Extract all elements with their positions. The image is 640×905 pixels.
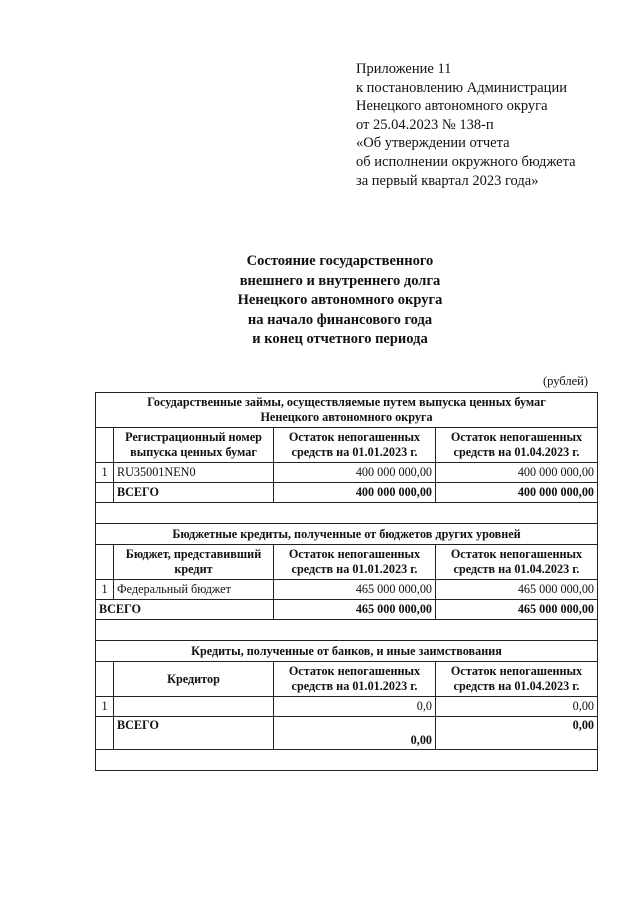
budget-credits-title: Бюджетные кредиты, полученные от бюджетов других уровней: [96, 524, 598, 545]
budget-credits-total-end: 465 000 000,00: [436, 600, 598, 620]
index-header: [96, 428, 114, 463]
securities-section-header: [96, 393, 598, 428]
title-line: Ненецкого автономного округа: [237, 292, 443, 308]
securities-total-label: ВСЕГО: [114, 483, 274, 503]
bank-credits-total-label: ВСЕГО: [114, 717, 274, 750]
spacer-row: [96, 503, 598, 524]
budget-credits-start-value: 465 000 000,00: [274, 580, 436, 600]
table-row: [96, 697, 598, 717]
bank-credits-col-name: Кредитор: [114, 662, 274, 697]
title-line: и конец отчетного периода: [252, 331, 428, 347]
index-header: [96, 545, 114, 580]
empty-cell: [96, 483, 114, 503]
table-row: [96, 580, 598, 600]
table-row: [96, 463, 598, 483]
debt-table: [95, 392, 598, 771]
securities-total-end: 400 000 000,00: [436, 483, 598, 503]
document-title: [170, 252, 510, 350]
budget-credits-column-headers: [96, 545, 598, 580]
budget-credits-end-value: 465 000 000,00: [436, 580, 598, 600]
index-header: [96, 662, 114, 697]
bank-credits-name: [114, 697, 274, 717]
securities-end-value: 400 000 000,00: [436, 463, 598, 483]
row-index: 1: [96, 580, 114, 600]
bank-credits-start-value: 0,0: [274, 697, 436, 717]
budget-credits-col-end: Остаток непогашенных средств на 01.04.2023 г.: [436, 545, 598, 580]
row-index: 1: [96, 463, 114, 483]
securities-name: RU35001NEN0: [114, 463, 274, 483]
spacer-cell: [96, 750, 598, 771]
bank-credits-col-end: Остаток непогашенных средств на 01.04.2023 г.: [436, 662, 598, 697]
appendix-line: «Об утверждении отчета: [356, 135, 510, 152]
securities-title-line1: Государственные займы, осуществляемые путем выпуска ценных бумаг: [147, 395, 546, 409]
budget-credits-name: Федеральный бюджет: [114, 580, 274, 600]
securities-col-name: Регистрационный номер выпуска ценных бумаг: [114, 428, 274, 463]
securities-column-headers: [96, 428, 598, 463]
securities-total-row: [96, 483, 598, 503]
appendix-line: об исполнении окружного бюджета: [356, 153, 576, 170]
appendix-line: за первый квартал 2023 года»: [356, 172, 539, 189]
appendix-line: от 25.04.2023 № 138-п: [356, 116, 494, 133]
row-index: 1: [96, 697, 114, 717]
bank-credits-total-row: [96, 717, 598, 750]
bank-credits-title: Кредиты, полученные от банков, и иные заимствования: [96, 641, 598, 662]
title-line: Состояние государственного: [246, 253, 434, 269]
spacer-cell: [96, 503, 598, 524]
securities-title-line2: Ненецкого автономного округа: [260, 410, 433, 424]
spacer-cell: [96, 620, 598, 641]
appendix-line: к постановлению Администрации: [356, 79, 567, 96]
empty-cell: [96, 717, 114, 750]
appendix-line: Приложение 11: [356, 61, 452, 77]
appendix-header: [356, 60, 616, 190]
bank-credits-total-end: 0,00: [436, 717, 598, 750]
securities-start-value: 400 000 000,00: [274, 463, 436, 483]
budget-credits-total-row: [96, 600, 598, 620]
appendix-line: Ненецкого автономного округа: [356, 98, 548, 115]
spacer-row: [96, 750, 598, 771]
securities-col-start: Остаток непогашенных средств на 01.01.2023 г.: [274, 428, 436, 463]
bank-credits-column-headers: [96, 662, 598, 697]
title-line: внешнего и внутреннего долга: [239, 272, 441, 289]
bank-credits-total-start: 0,00: [274, 717, 436, 750]
budget-credits-col-start: Остаток непогашенных средств на 01.01.2023 г.: [274, 545, 436, 580]
budget-credits-section-header: [96, 524, 598, 545]
title-line: на начало финансового года: [247, 311, 433, 328]
currency-unit: (рублей): [542, 374, 588, 388]
budget-credits-total-label: ВСЕГО: [96, 600, 274, 620]
securities-total-start: 400 000 000,00: [274, 483, 436, 503]
securities-col-end: Остаток непогашенных средств на 01.04.2023 г.: [436, 428, 598, 463]
budget-credits-total-start: 465 000 000,00: [274, 600, 436, 620]
budget-credits-col-name: Бюджет, представивший кредит: [114, 545, 274, 580]
spacer-row: [96, 620, 598, 641]
bank-credits-col-start: Остаток непогашенных средств на 01.01.2023 г.: [274, 662, 436, 697]
bank-credits-section-header: [96, 641, 598, 662]
bank-credits-end-value: 0,00: [436, 697, 598, 717]
